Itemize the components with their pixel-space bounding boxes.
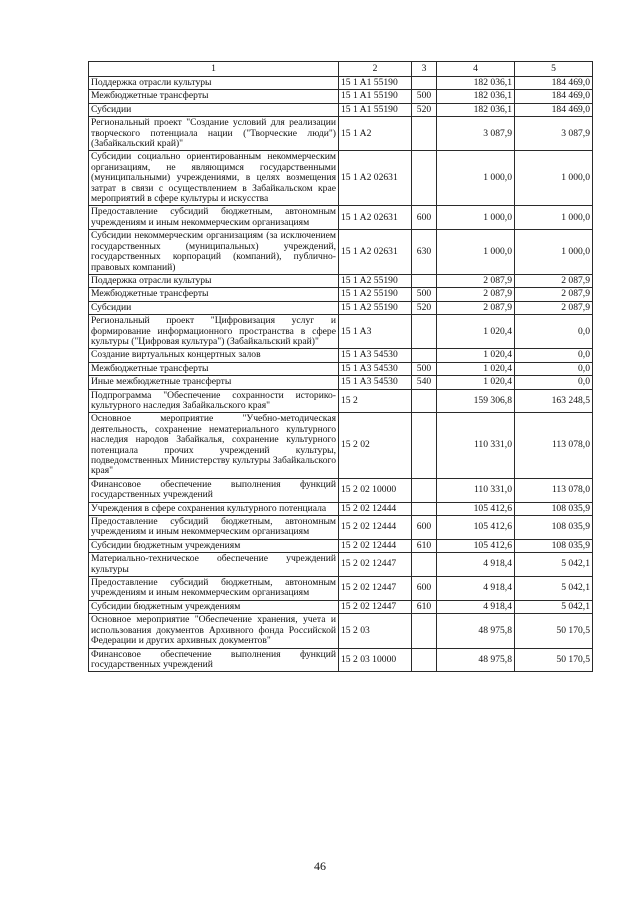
row-value-2021-cell: 1 020,4: [437, 362, 515, 375]
row-value-2021-cell: 1 020,4: [437, 349, 515, 362]
table-row: [89, 362, 593, 375]
table-row: [89, 77, 593, 90]
row-code-cell: 15 1 A3 54530: [339, 376, 412, 389]
row-expense-type-cell: 600: [412, 577, 437, 601]
row-value-2022-cell: 108 035,9: [515, 502, 593, 515]
row-expense-type-cell: [412, 553, 437, 577]
row-code-cell: 15 1 A3 54530: [339, 349, 412, 362]
table-row: [89, 413, 593, 478]
row-value-2021-cell: 1 000,0: [437, 151, 515, 206]
row-name-cell: Субсидии бюджетным учреждениям: [89, 600, 339, 613]
page-number: 46: [314, 859, 326, 873]
row-expense-type-cell: [412, 413, 437, 478]
row-code-cell: 15 1 A2 55190: [339, 274, 412, 287]
row-expense-type-cell: [412, 117, 437, 151]
row-value-2021-cell: 4 918,4: [437, 553, 515, 577]
row-expense-type-cell: 600: [412, 516, 437, 540]
table-row: [89, 206, 593, 230]
row-value-2021-cell: 4 918,4: [437, 577, 515, 601]
row-value-2021-cell: 2 087,9: [437, 288, 515, 301]
table-row: [89, 230, 593, 275]
table-row: [89, 389, 593, 413]
row-name-cell: Субсидии: [89, 103, 339, 116]
row-name-cell: Основное мероприятие "Учебно-методическая деятельность, сохранение нематериального культурного наследия народов Забайкалья, сохранение культурного потенциала прочих учреждений культуры, подведомственных Министерству культуры Забайкальского края": [89, 413, 339, 478]
table-row: [89, 315, 593, 349]
row-expense-type-cell: 540: [412, 376, 437, 389]
row-value-2021-cell: 1 000,0: [437, 230, 515, 275]
table-row: [89, 103, 593, 116]
row-name-cell: Субсидии социально ориентированным некоммерческим организациям, не являющимся государственными (муниципальными) учреждениями, в целях возмещения затрат в связи с осуществлением в Забайкальском крае мероприятий в сфере культуры и искусства: [89, 151, 339, 206]
row-code-cell: 15 2 03 10000: [339, 648, 412, 672]
row-name-cell: Субсидии некоммерческим организациям (за исключением государственных (муниципальных) учреждений, государственных корпораций (компаний), публично-правовых компаний): [89, 230, 339, 275]
row-expense-type-cell: 630: [412, 230, 437, 275]
table-row: [89, 600, 593, 613]
row-code-cell: 15 2 02 12447: [339, 553, 412, 577]
row-expense-type-cell: [412, 349, 437, 362]
row-value-2022-cell: 1 000,0: [515, 151, 593, 206]
row-expense-type-cell: 520: [412, 301, 437, 314]
table-row: [89, 151, 593, 206]
row-value-2021-cell: 2 087,9: [437, 301, 515, 314]
header-col-1: 1: [89, 62, 339, 77]
row-expense-type-cell: 520: [412, 103, 437, 116]
row-code-cell: 15 1 A3 54530: [339, 362, 412, 375]
table-header-row: [89, 62, 593, 77]
row-code-cell: 15 1 A1 55190: [339, 103, 412, 116]
row-value-2022-cell: 0,0: [515, 362, 593, 375]
row-expense-type-cell: [412, 77, 437, 90]
row-code-cell: 15 1 A2 02631: [339, 230, 412, 275]
row-code-cell: 15 2 02 12444: [339, 539, 412, 552]
row-value-2021-cell: 4 918,4: [437, 600, 515, 613]
row-value-2022-cell: 0,0: [515, 376, 593, 389]
row-name-cell: Подпрограмма "Обеспечение сохранности историко-культурного наследия Забайкальского края": [89, 389, 339, 413]
header-col-3: 3: [412, 62, 437, 77]
row-name-cell: Поддержка отрасли культуры: [89, 274, 339, 287]
row-value-2022-cell: 1 000,0: [515, 230, 593, 275]
row-name-cell: Создание виртуальных концертных залов: [89, 349, 339, 362]
row-value-2022-cell: 108 035,9: [515, 516, 593, 540]
row-value-2022-cell: 50 170,5: [515, 614, 593, 648]
table-row: [89, 117, 593, 151]
row-expense-type-cell: [412, 614, 437, 648]
row-expense-type-cell: 500: [412, 288, 437, 301]
row-code-cell: 15 2: [339, 389, 412, 413]
row-value-2022-cell: 113 078,0: [515, 413, 593, 478]
row-code-cell: 15 2 02: [339, 413, 412, 478]
row-name-cell: Региональный проект "Создание условий для реализации творческого потенциала нации ("Творческие люди") (Забайкальский край)": [89, 117, 339, 151]
row-value-2021-cell: 159 306,8: [437, 389, 515, 413]
row-name-cell: Субсидии: [89, 301, 339, 314]
row-value-2022-cell: 108 035,9: [515, 539, 593, 552]
row-code-cell: 15 1 A3: [339, 315, 412, 349]
row-name-cell: Межбюджетные трансферты: [89, 362, 339, 375]
row-name-cell: Межбюджетные трансферты: [89, 288, 339, 301]
row-value-2022-cell: 5 042,1: [515, 553, 593, 577]
row-name-cell: Финансовое обеспечение выполнения функций государственных учреждений: [89, 478, 339, 502]
row-expense-type-cell: [412, 389, 437, 413]
table-row: [89, 539, 593, 552]
header-col-2: 2: [339, 62, 412, 77]
row-value-2022-cell: 184 469,0: [515, 103, 593, 116]
row-value-2021-cell: 2 087,9: [437, 274, 515, 287]
row-code-cell: 15 1 A1 55190: [339, 77, 412, 90]
row-value-2021-cell: 48 975,8: [437, 648, 515, 672]
table-row: [89, 478, 593, 502]
row-value-2021-cell: 48 975,8: [437, 614, 515, 648]
row-value-2021-cell: 110 331,0: [437, 478, 515, 502]
row-value-2022-cell: 0,0: [515, 349, 593, 362]
row-value-2022-cell: 184 469,0: [515, 90, 593, 103]
row-value-2021-cell: 182 036,1: [437, 103, 515, 116]
table-row: [89, 553, 593, 577]
row-name-cell: Региональный проект "Цифровизация услуг и формирование информационного пространства в сфере культуры ("Цифровая культура") (Забайкальский край)": [89, 315, 339, 349]
row-code-cell: 15 2 02 12444: [339, 516, 412, 540]
row-value-2022-cell: 184 469,0: [515, 77, 593, 90]
row-expense-type-cell: 610: [412, 600, 437, 613]
row-code-cell: 15 1 A2: [339, 117, 412, 151]
row-value-2022-cell: 2 087,9: [515, 274, 593, 287]
row-value-2021-cell: 182 036,1: [437, 90, 515, 103]
row-code-cell: 15 2 02 10000: [339, 478, 412, 502]
table-row: [89, 577, 593, 601]
table-row: [89, 301, 593, 314]
row-expense-type-cell: [412, 648, 437, 672]
row-value-2022-cell: 113 078,0: [515, 478, 593, 502]
table-row: [89, 274, 593, 287]
row-value-2021-cell: 182 036,1: [437, 77, 515, 90]
table-row: [89, 376, 593, 389]
row-value-2022-cell: 50 170,5: [515, 648, 593, 672]
row-name-cell: Финансовое обеспечение выполнения функций государственных учреждений: [89, 648, 339, 672]
row-value-2021-cell: 1 000,0: [437, 206, 515, 230]
row-value-2021-cell: 3 087,9: [437, 117, 515, 151]
header-col-4: 4: [437, 62, 515, 77]
row-value-2022-cell: 2 087,9: [515, 301, 593, 314]
row-value-2022-cell: 3 087,9: [515, 117, 593, 151]
row-name-cell: Основное мероприятие "Обеспечение хранения, учета и использования документов Архивного фонда Российской Федерации и других архивных документов": [89, 614, 339, 648]
row-code-cell: 15 1 A2 55190: [339, 288, 412, 301]
row-code-cell: 15 1 A2 02631: [339, 206, 412, 230]
row-code-cell: 15 2 03: [339, 614, 412, 648]
row-name-cell: Субсидии бюджетным учреждениям: [89, 539, 339, 552]
row-expense-type-cell: [412, 478, 437, 502]
table-row: [89, 502, 593, 515]
row-expense-type-cell: [412, 502, 437, 515]
row-expense-type-cell: 500: [412, 362, 437, 375]
row-expense-type-cell: [412, 274, 437, 287]
budget-table: [88, 61, 593, 672]
row-value-2021-cell: 105 412,6: [437, 502, 515, 515]
budget-table-body: [89, 62, 593, 672]
row-code-cell: 15 1 A2 55190: [339, 301, 412, 314]
row-value-2022-cell: 163 248,5: [515, 389, 593, 413]
table-row: [89, 90, 593, 103]
row-value-2022-cell: 1 000,0: [515, 206, 593, 230]
table-row: [89, 648, 593, 672]
row-name-cell: Предоставление субсидий бюджетным, автономным учреждениям и иным некоммерческим организациям: [89, 516, 339, 540]
row-name-cell: Предоставление субсидий бюджетным, автономным учреждениям и иным некоммерческим организациям: [89, 577, 339, 601]
row-value-2021-cell: 105 412,6: [437, 539, 515, 552]
row-expense-type-cell: 600: [412, 206, 437, 230]
row-value-2022-cell: 0,0: [515, 315, 593, 349]
row-expense-type-cell: 500: [412, 90, 437, 103]
table-row: [89, 288, 593, 301]
table-row: [89, 614, 593, 648]
row-expense-type-cell: [412, 151, 437, 206]
row-name-cell: Поддержка отрасли культуры: [89, 77, 339, 90]
row-code-cell: 15 2 02 12447: [339, 577, 412, 601]
table-row: [89, 516, 593, 540]
row-name-cell: Иные межбюджетные трансферты: [89, 376, 339, 389]
row-value-2021-cell: 105 412,6: [437, 516, 515, 540]
row-code-cell: 15 1 A2 02631: [339, 151, 412, 206]
row-code-cell: 15 2 02 12447: [339, 600, 412, 613]
row-value-2022-cell: 2 087,9: [515, 288, 593, 301]
row-expense-type-cell: [412, 315, 437, 349]
header-col-5: 5: [515, 62, 593, 77]
row-name-cell: Межбюджетные трансферты: [89, 90, 339, 103]
row-value-2022-cell: 5 042,1: [515, 577, 593, 601]
row-value-2021-cell: 110 331,0: [437, 413, 515, 478]
row-code-cell: 15 2 02 12444: [339, 502, 412, 515]
row-expense-type-cell: 610: [412, 539, 437, 552]
row-value-2021-cell: 1 020,4: [437, 376, 515, 389]
table-row: [89, 349, 593, 362]
row-value-2022-cell: 5 042,1: [515, 600, 593, 613]
row-code-cell: 15 1 A1 55190: [339, 90, 412, 103]
row-value-2021-cell: 1 020,4: [437, 315, 515, 349]
row-name-cell: Учреждения в сфере сохранения культурного потенциала: [89, 502, 339, 515]
row-name-cell: Предоставление субсидий бюджетным, автономным учреждениям и иным некоммерческим организациям: [89, 206, 339, 230]
row-name-cell: Материально-техническое обеспечение учреждений культуры: [89, 553, 339, 577]
